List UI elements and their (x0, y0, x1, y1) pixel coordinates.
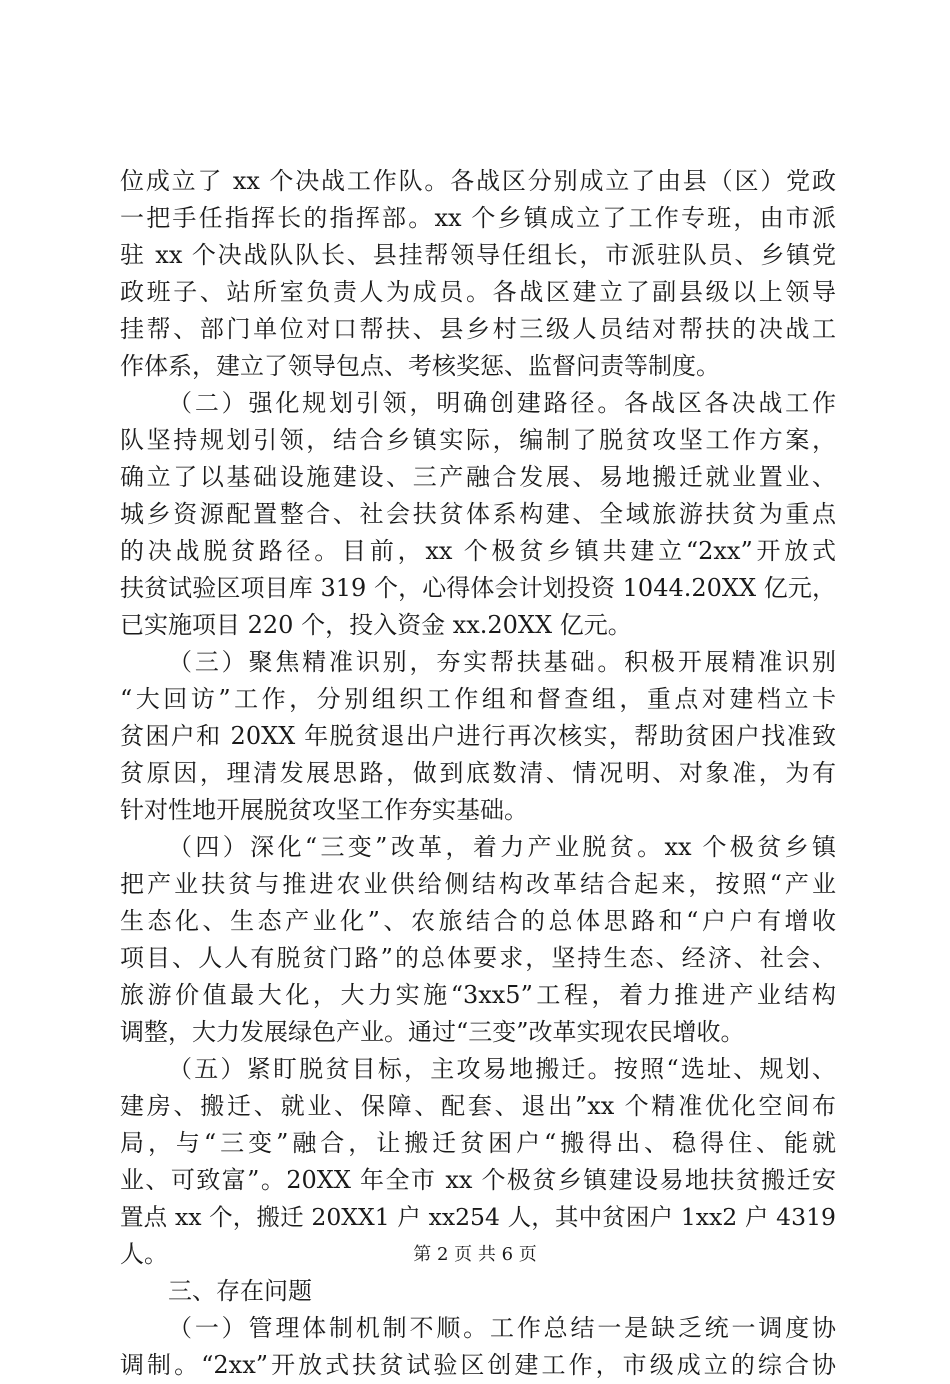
document-body (120, 163, 836, 1384)
text-line: 的决战脱贫路径。目前，xx 个极贫乡镇共建立“2xx”开放式 (120, 537, 836, 565)
text-line: （一）管理体制机制不顺。工作总结一是缺乏统一调度协 (168, 1314, 836, 1342)
text-line: 人。 (120, 1240, 168, 1268)
text-line: 建房、搬迁、就业、保障、配套、退出”xx 个精准优化空间布 (120, 1092, 836, 1120)
text-line: “大回访”工作，分别组织工作组和督查组，重点对建档立卡 (120, 685, 836, 713)
text-line: 确立了以基础设施建设、三产融合发展、易地搬迁就业置业、 (120, 463, 836, 491)
page-footer: 第 2 页 共 6 页 (413, 1244, 537, 1265)
text-line: 生态化、生态产业化”、农旅结合的总体思路和“户户有增收 (120, 907, 836, 935)
text-line: 贫困户和 20XX 年脱贫退出户进行再次核实，帮助贫困户找准致 (120, 722, 836, 750)
text-line: 旅游价值最大化，大力实施“3xx5”工程，着力推进产业结构 (120, 981, 836, 1009)
text-line: 队坚持规划引领，结合乡镇实际，编制了脱贫攻坚工作方案， (120, 426, 836, 454)
text-line: 政班子、站所室负责人为成员。各战区建立了副县级以上领导 (120, 278, 836, 306)
text-line: 已实施项目 220 个，投入资金 xx.20XX 亿元。 (120, 611, 632, 639)
text-line: 把产业扶贫与推进农业供给侧结构改革结合起来，按照“产业 (120, 870, 836, 898)
text-line: 驻 xx 个决战队队长、县挂帮领导任组长，市派驻队员、乡镇党 (120, 241, 836, 269)
text-line: 业、可致富”。20XX 年全市 xx 个极贫乡镇建设易地扶贫搬迁安 (120, 1166, 836, 1194)
text-line: 扶贫试验区项目库 319 个，心得体会计划投资 1044.20XX 亿元， (120, 574, 836, 602)
text-line: 挂帮、部门单位对口帮扶、县乡村三级人员结对帮扶的决战工 (120, 315, 836, 343)
text-line: 一把手任指挥长的指挥部。xx 个乡镇成立了工作专班，由市派 (120, 204, 836, 232)
text-line: 局，与“三变”融合，让搬迁贫困户“搬得出、稳得住、能就 (120, 1129, 836, 1157)
text-line: （五）紧盯脱贫目标，主攻易地搬迁。按照“选址、规划、 (168, 1055, 836, 1083)
text-line: 三、存在问题 (168, 1277, 312, 1305)
text-line: 调整，大力发展绿色产业。通过“三变”改革实现农民增收。 (120, 1018, 745, 1046)
text-line: （四）深化“三变”改革，着力产业脱贫。xx 个极贫乡镇 (168, 833, 836, 861)
text-line: （三）聚焦精准识别，夯实帮扶基础。积极开展精准识别 (168, 648, 836, 676)
text-line: 针对性地开展脱贫攻坚工作夯实基础。 (120, 796, 528, 824)
text-line: 城乡资源配置整合、社会扶贫体系构建、全域旅游扶贫为重点 (120, 500, 836, 528)
text-line: 贫原因，理清发展思路，做到底数清、情况明、对象准，为有 (120, 759, 836, 787)
text-line: 调制。“2xx”开放式扶贫试验区创建工作，市级成立的综合协 (120, 1351, 836, 1379)
text-line: 置点 xx 个，搬迁 20XX1 户 xx254 人，其中贫困户 1xx2 户 4319 (120, 1203, 836, 1231)
text-line: 作体系，建立了领导包点、考核奖惩、监督问责等制度。 (120, 352, 720, 380)
text-line: 位成立了 xx 个决战工作队。各战区分别成立了由县（区）党政 (120, 167, 836, 195)
text-line: （二）强化规划引领，明确创建路径。各战区各决战工作 (168, 389, 836, 417)
text-line: 项目、人人有脱贫门路”的总体要求，坚持生态、经济、社会、 (120, 944, 836, 972)
